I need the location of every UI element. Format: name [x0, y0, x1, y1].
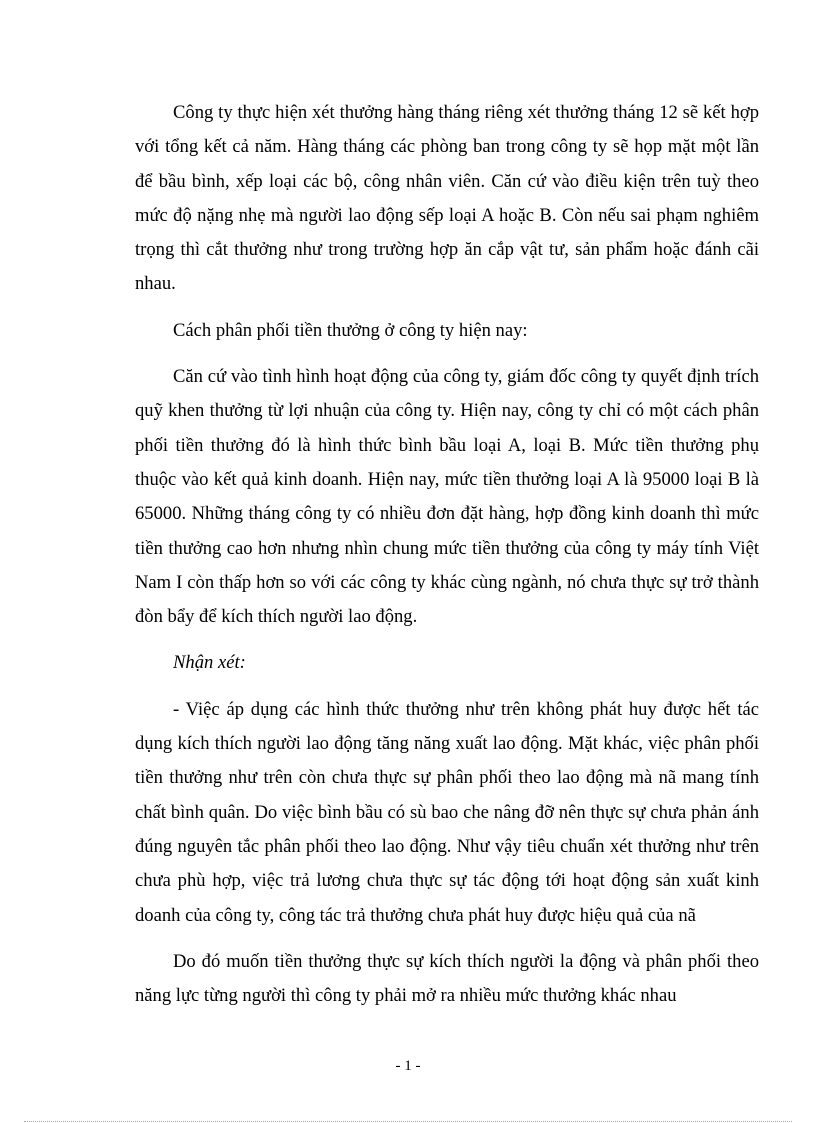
paragraph-remarks: - Việc áp dụng các hình thức thưởng như trên không phát huy được hết tác dụng kích thích người lao động tăng năng xuất lao động. Mặt khác, việc phân phối tiền thưởng như trên còn chưa thực sự phân phối theo lao động mà nã mang tính chất bình quân. Do việc bình bầu có sù bao che nâng đỡ nên thực sự chưa phản ánh đúng nguyên tắc phân phối theo lao động. Như vậy tiêu chuẩn xét thưởng như trên chưa phù hợp, việc trả lương chưa thực sự tác động tới hoạt động sản xuất kinh doanh của công ty, công tác trả thưởng chưa phát huy được hiệu quả của nã [135, 698, 759, 926]
paragraph-bonus-review: Công ty thực hiện xét thưởng hàng tháng riêng xét thưởng tháng 12 sẽ kết hợp với tổng kết cả năm. Hàng tháng các phòng ban trong công ty sẽ họp mặt một lần để bầu bình, xếp loại các bộ, công nhân viên. Căn cứ vào điều kiện trên tuỳ theo mức độ nặng nhẹ mà người lao động sếp loại A hoặc B. Còn nếu sai phạm nghiêm trọng thì cắt thưởng như trong trường hợp ăn cắp vật tư, sản phẩm hoặc đánh cãi nhau. [135, 102, 759, 295]
paragraph-conclusion: Do đó muốn tiền thưởng thực sự kích thích người la động và phân phối theo năng lực từng người thì công ty phải mở ra nhiều mức thưởng khác nhau [135, 950, 759, 1007]
paragraph-bonus-distribution: Căn cứ vào tình hình hoạt động của công ty, giám đốc công ty quyết định trích quỹ khen thưởng từ lợi nhuận của công ty. Hiện nay, công ty chỉ có một cách phân phối tiền thưởng đó là hình thức bình bầu loại A, loại B. Mức tiền thưởng phụ thuộc vào kết quả kinh doanh. Hiện nay, mức tiền thưởng loại A là 95000 loại B là 65000. Những tháng công ty có nhiều đơn đặt hàng, hợp đồng kinh doanh thì mức tiền thưởng cao hơn nhưng nhìn chung mức tiền thưởng của công ty máy tính Việt Nam I còn thấp hơn so với các công ty khác cùng ngành, nó chưa thực sự trở thành đòn bẩy để kích thích người lao động. [135, 366, 759, 628]
paragraph-bonus-distribution-heading: Cách phân phối tiền thưởng ở công ty hiện nay: [173, 319, 528, 341]
page-number: - 1 - [395, 1058, 421, 1074]
paragraph-remarks-heading: Nhận xét: [173, 652, 246, 674]
page-bottom-divider [24, 1121, 792, 1122]
document-body [135, 96, 759, 1025]
